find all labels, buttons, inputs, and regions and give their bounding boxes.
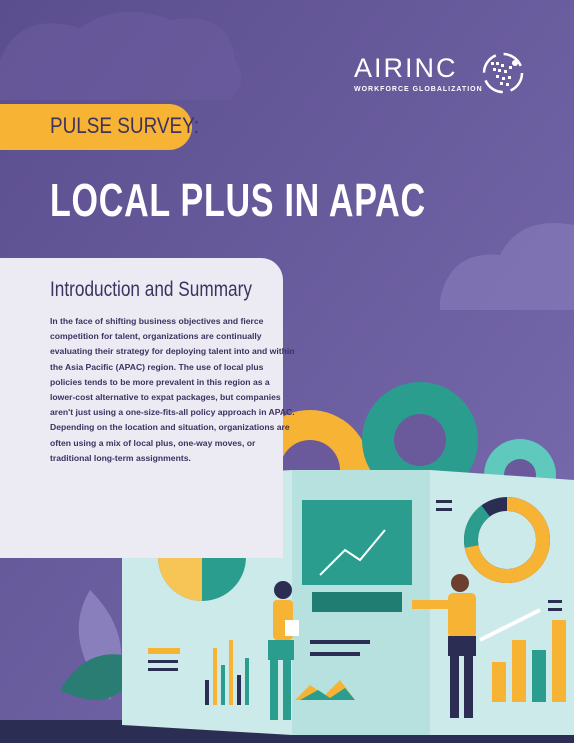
pulse-survey-label: PULSE SURVEY: (50, 113, 199, 138)
logo-wordmark: AIRINC (354, 53, 458, 83)
intro-heading: Introduction and Summary (50, 278, 252, 301)
globe-dots-icon (482, 52, 524, 94)
page-title: LOCAL PLUS IN APAC (50, 174, 426, 226)
airinc-logo (354, 52, 524, 102)
logo-tagline: WORKFORCE GLOBALIZATION (354, 86, 483, 93)
line-chart-card (302, 500, 412, 585)
intro-body: In the face of shifting business objectives and fierce competition for talent, organizations are continually evaluating their strategy for deploying talent into and within the Asia Pacific (APAC) region. The use of local plus policies tends to be more prevalent in this region as a lower-cost alternative to expat packages, but companies aren't just using a one-size-fits-all policy approach in APAC. Depending on the location and situation, organizations are often using a mix of local plus, one-way moves, or traditional long-term assignments. (50, 316, 295, 463)
